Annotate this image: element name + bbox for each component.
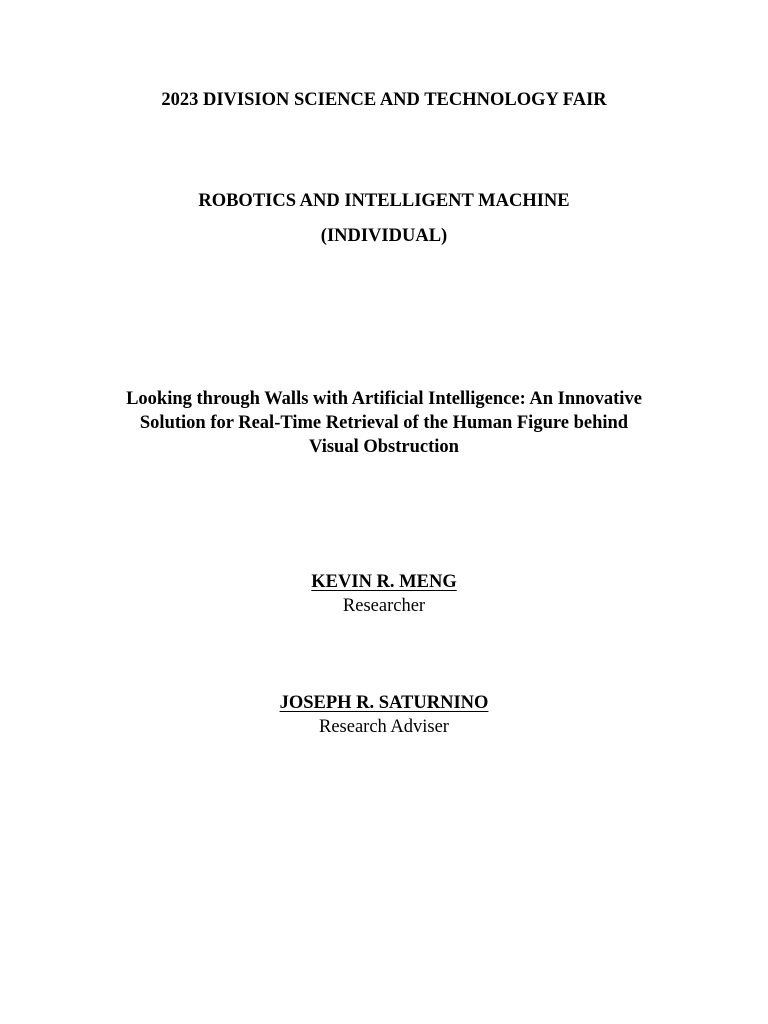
category-line-1: ROBOTICS AND INTELLIGENT MACHINE [198,191,570,211]
adviser-name: JOSEPH R. SATURNINO [279,693,489,713]
researcher-name: KEVIN R. MENG [311,572,457,592]
researcher-role: Researcher [342,596,426,616]
research-title-line-2: Solution for Real-Time Retrieval of the Human Figure behind [139,413,629,433]
research-title-line-1: Looking through Walls with Artificial Intelligence: An Innovative [126,389,642,409]
research-title-line-3: Visual Obstruction [309,437,459,457]
fair-title: 2023 DIVISION SCIENCE AND TECHNOLOGY FAIR [161,90,607,110]
adviser-role: Research Adviser [319,717,449,737]
category-line-2: (INDIVIDUAL) [320,226,448,246]
